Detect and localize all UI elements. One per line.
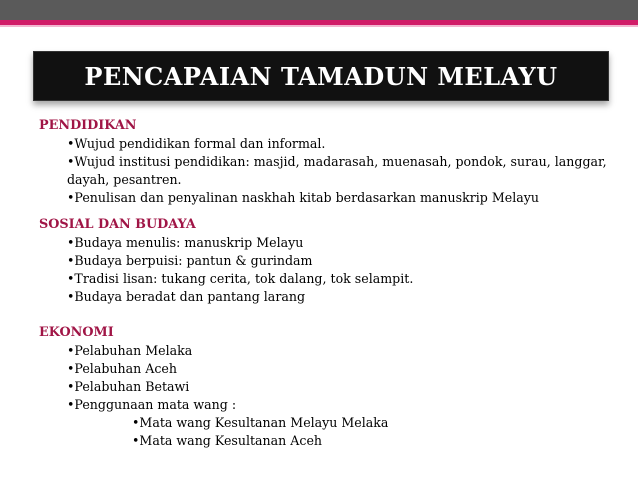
list-item: •Wujud institusi pendidikan: masjid, madarasah, muenasah, pondok, surau, langgar, bbox=[67, 154, 607, 169]
section-heading: EKONOMI bbox=[39, 325, 114, 340]
list-item: •Penggunaan mata wang : bbox=[67, 397, 237, 412]
section-ekonomi bbox=[39, 324, 629, 450]
header-band bbox=[0, 0, 638, 20]
list-item: •Tradisi lisan: tukang cerita, tok dalang, tok selampit. bbox=[67, 271, 414, 286]
section-pendidikan bbox=[39, 117, 629, 207]
section-heading: SOSIAL DAN BUDAYA bbox=[39, 217, 196, 232]
list-item: •Budaya menulis: manuskrip Melayu bbox=[67, 235, 304, 250]
section-sosial-budaya bbox=[39, 216, 629, 306]
list-item: •Pelabuhan Melaka bbox=[67, 343, 193, 358]
slide-content bbox=[39, 117, 629, 450]
list-item: •Pelabuhan Aceh bbox=[67, 361, 177, 376]
list-item: dayah, pesantren. bbox=[67, 172, 182, 187]
sub-list-item: •Mata wang Kesultanan Aceh bbox=[132, 433, 323, 448]
list-item: •Penulisan dan penyalinan naskhah kitab berdasarkan manuskrip Melayu bbox=[67, 190, 539, 205]
sub-list-item: •Mata wang Kesultanan Melayu Melaka bbox=[132, 415, 389, 430]
list-item: •Pelabuhan Betawi bbox=[67, 379, 190, 394]
list-item: •Wujud pendidikan formal dan informal. bbox=[67, 136, 326, 151]
section-heading: PENDIDIKAN bbox=[39, 118, 137, 133]
list-item: •Budaya beradat dan pantang larang bbox=[67, 289, 306, 304]
list-item: •Budaya berpuisi: pantun & gurindam bbox=[67, 253, 313, 268]
accent-line-light bbox=[0, 25, 638, 27]
slide-title: PENCAPAIAN TAMADUN MELAYU bbox=[84, 61, 558, 91]
title-box bbox=[33, 51, 609, 101]
